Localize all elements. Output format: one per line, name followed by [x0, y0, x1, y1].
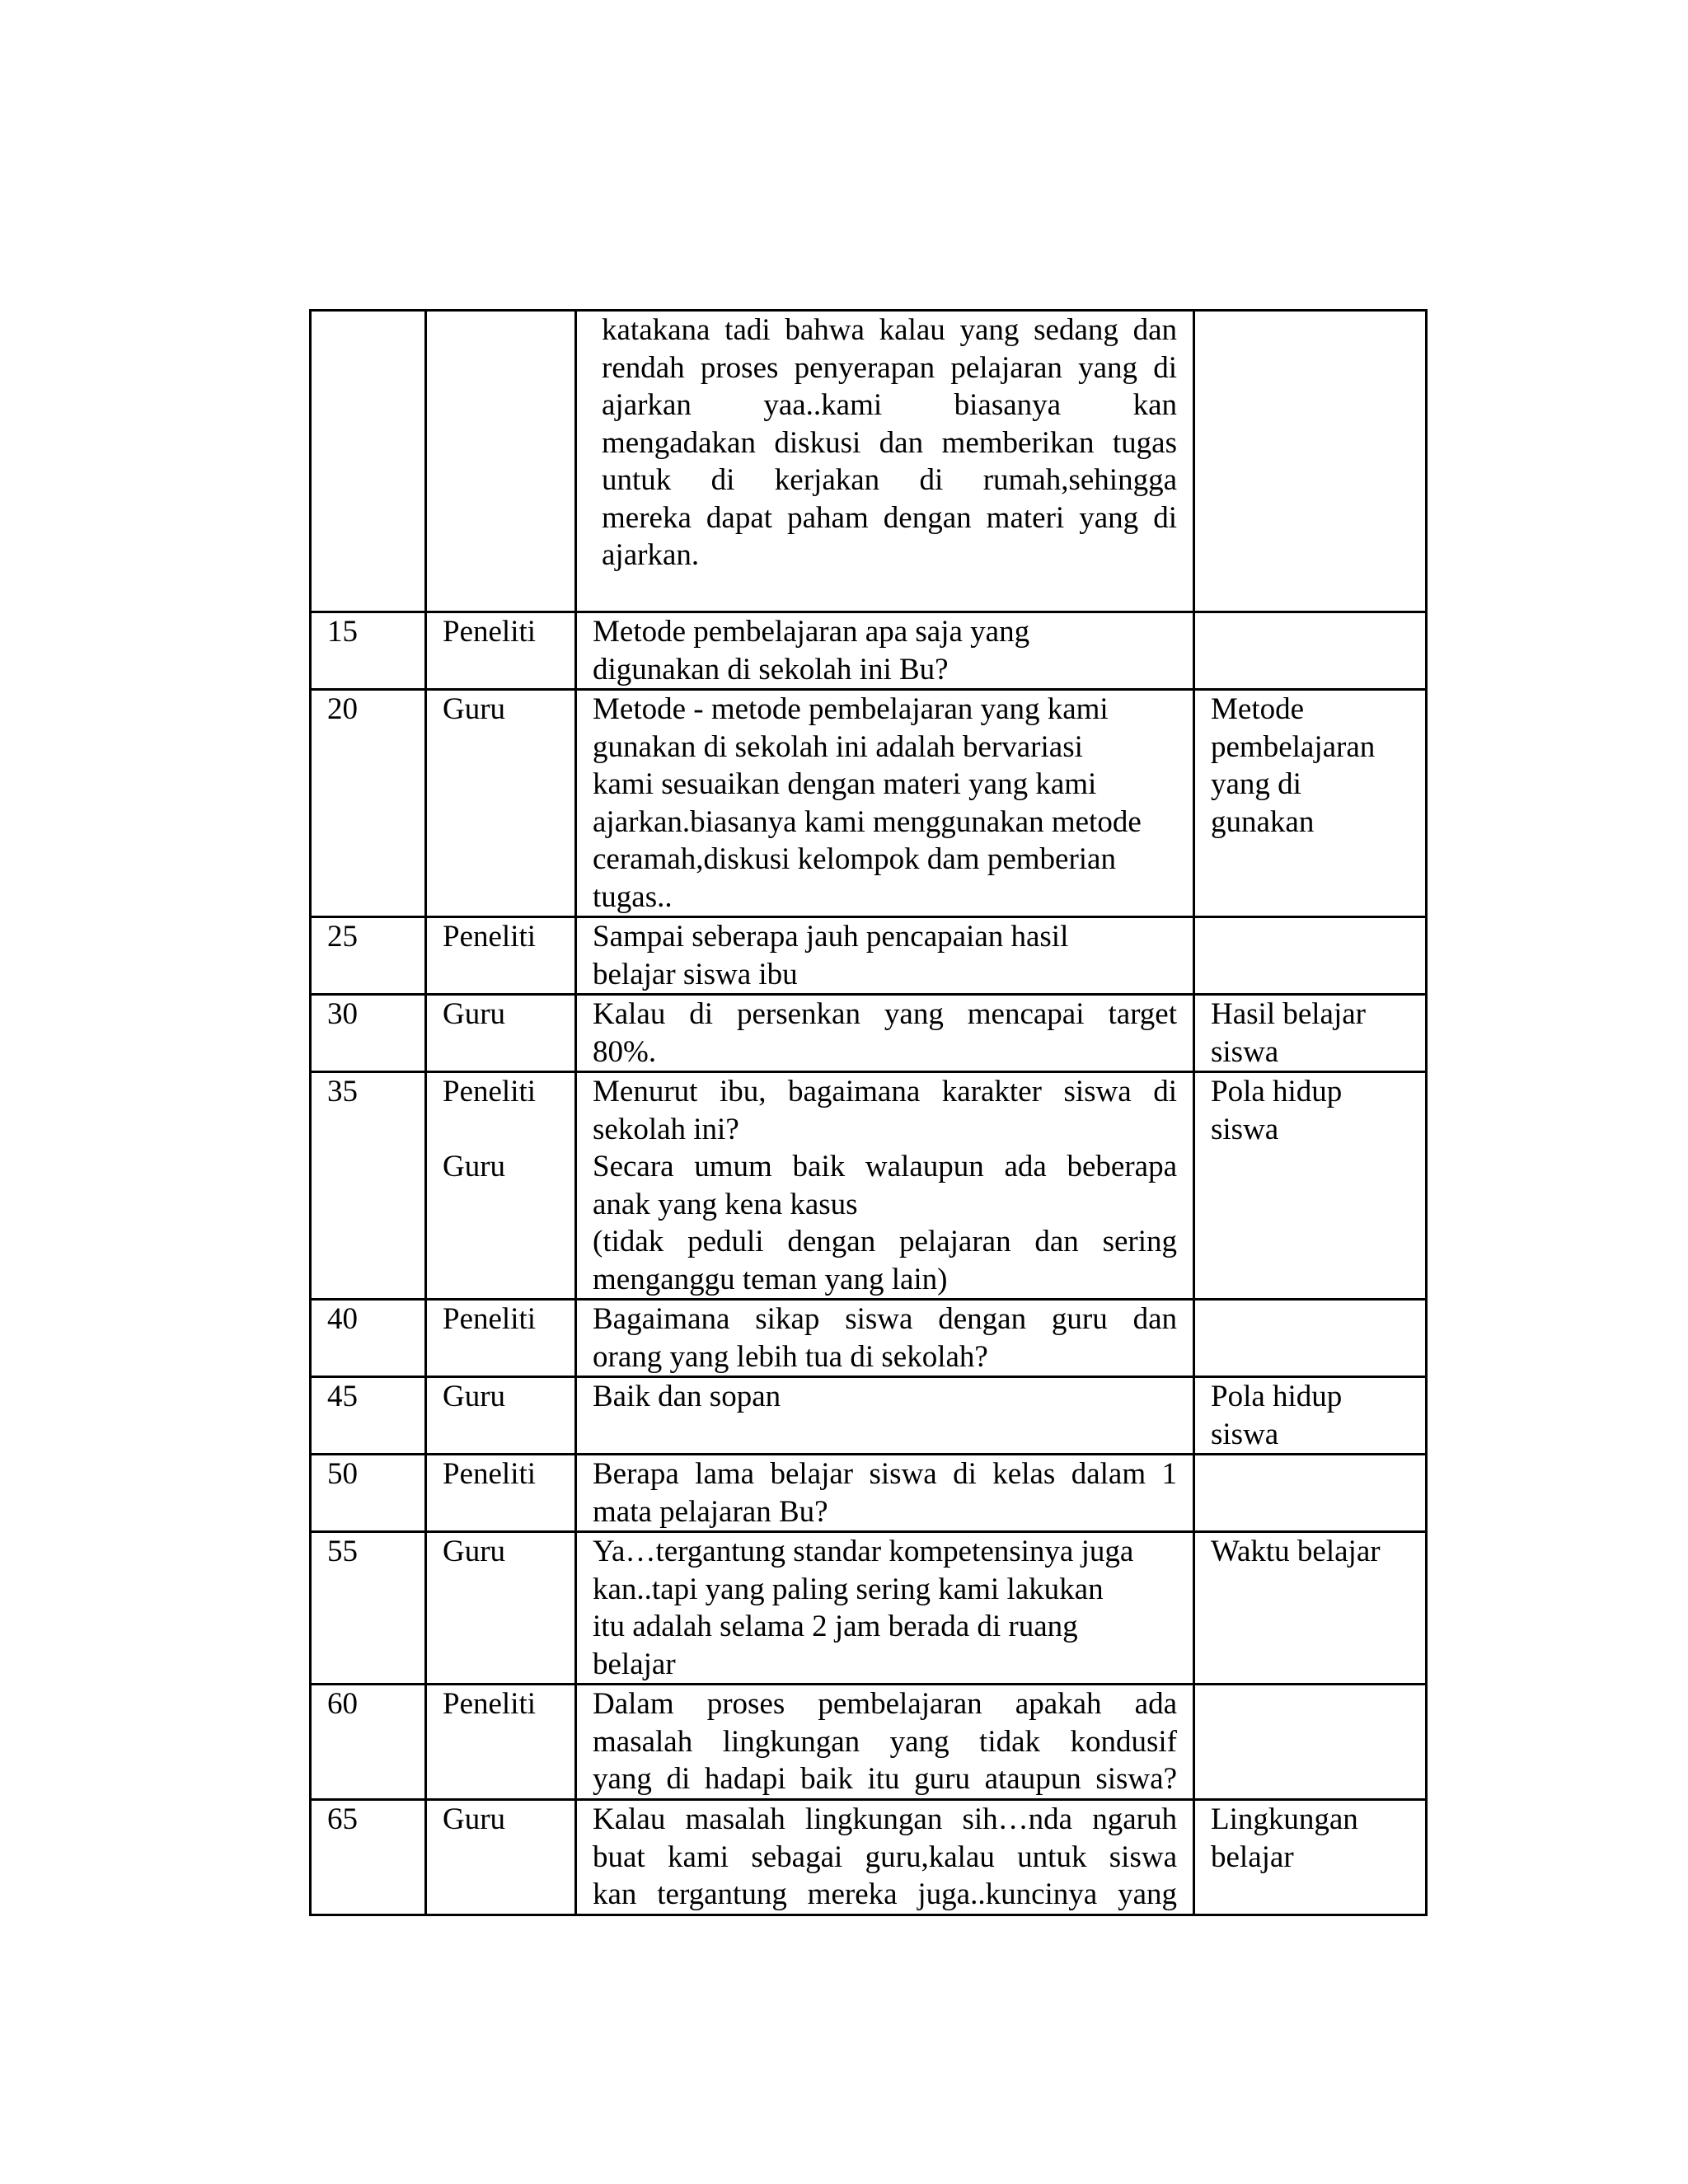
code-cell — [1194, 1455, 1427, 1532]
code-label: gunakan — [1211, 804, 1315, 839]
line-number-cell: 55 — [311, 1532, 426, 1685]
line-number-cell: 35 — [311, 1072, 426, 1300]
code-label: belajar — [1211, 1840, 1294, 1874]
utterance-cell — [576, 690, 1194, 917]
line-number-cell: 60 — [311, 1685, 426, 1800]
code-cell — [1194, 311, 1427, 612]
speaker-label: Peneliti — [443, 615, 537, 649]
code-cell — [1194, 1800, 1427, 1915]
line-number-cell: 20 — [311, 690, 426, 917]
utterance-line: Baik dan sopan — [593, 1380, 781, 1413]
speaker-cell — [426, 995, 576, 1072]
utterance-cell — [576, 1685, 1194, 1800]
utterance-line: digunakan di sekolah ini Bu? — [593, 652, 949, 687]
speaker-label: Guru — [443, 1802, 506, 1836]
utterance-line: Metode - metode pembelajaran yang kami — [593, 692, 1109, 726]
utterance-line: tugas.. — [593, 879, 673, 914]
speaker-label: Guru — [443, 1380, 506, 1413]
table-row — [311, 690, 1427, 917]
interview-transcript-table — [309, 309, 1428, 1916]
speaker-cell — [426, 1377, 576, 1455]
utterance-line: katakana tadi bahwa kalau yang sedang dan — [602, 313, 1177, 347]
utterance-line: belajar siswa ibu — [593, 957, 798, 991]
code-label: Pola hidup — [1211, 1075, 1343, 1108]
speaker-cell — [426, 1532, 576, 1685]
utterance-line: ajarkan yaa..kami biasanya kan — [602, 388, 1177, 422]
utterance-line: Metode pembelajaran apa saja yang — [593, 615, 1030, 649]
table-row — [311, 1300, 1427, 1377]
utterance-line: Dalam proses pembelajaran apakah ada — [593, 1687, 1177, 1721]
utterance-line: buat kami sebagai guru,kalau untuk siswa — [593, 1840, 1177, 1874]
utterance-line: masalah lingkungan yang tidak kondusif — [593, 1724, 1177, 1759]
code-cell — [1194, 995, 1427, 1072]
table-row — [311, 917, 1427, 995]
table-row — [311, 1455, 1427, 1532]
code-label: Pola hidup — [1211, 1380, 1343, 1413]
utterance-cell — [576, 1072, 1194, 1300]
utterance-cell — [576, 612, 1194, 690]
utterance-line: Sampai seberapa jauh pencapaian hasil — [593, 920, 1069, 954]
code-label: siswa — [1211, 1112, 1279, 1146]
utterance-line: mata pelajaran Bu? — [593, 1494, 828, 1529]
speaker-cell — [426, 1685, 576, 1800]
utterance-cell — [576, 995, 1194, 1072]
utterance-line: gunakan di sekolah ini adalah bervariasi — [593, 729, 1083, 764]
speaker-cell — [426, 612, 576, 690]
line-number-cell: 50 — [311, 1455, 426, 1532]
speaker-label: Peneliti — [443, 1302, 537, 1336]
utterance-cell — [576, 1800, 1194, 1915]
code-cell — [1194, 1072, 1427, 1300]
line-number-cell: 65 — [311, 1800, 426, 1915]
line-number-cell: 30 — [311, 995, 426, 1072]
utterance-line: belajar — [593, 1647, 676, 1681]
table-row — [311, 1377, 1427, 1455]
utterance-line: menganggu teman yang lain) — [593, 1262, 948, 1296]
speaker-label: Peneliti — [443, 1457, 537, 1491]
utterance-line: (tidak peduli dengan pelajaran dan sering — [593, 1225, 1177, 1258]
code-label: Metode — [1211, 692, 1305, 726]
utterance-line: Menurut ibu, bagaimana karakter siswa di — [593, 1075, 1177, 1108]
utterance-line: kami sesuaikan dengan materi yang kami — [593, 767, 1097, 801]
utterance-line: 80%. — [593, 1034, 657, 1069]
utterance-line: Ya…tergantung standar kompetensinya juga — [593, 1535, 1134, 1568]
code-label: Lingkungan — [1211, 1802, 1358, 1836]
utterance-line: itu adalah selama 2 jam berada di ruang — [593, 1610, 1078, 1643]
table-row — [311, 995, 1427, 1072]
utterance-cell — [576, 1300, 1194, 1377]
speaker-cell — [426, 690, 576, 917]
code-cell — [1194, 1532, 1427, 1685]
speaker-spacer — [443, 1111, 559, 1149]
speaker-label: Guru — [443, 1150, 506, 1183]
utterance-line: Kalau masalah lingkungan sih…nda ngaruh — [593, 1802, 1177, 1836]
speaker-label: Peneliti — [443, 920, 537, 954]
code-label: yang di — [1211, 767, 1301, 801]
speaker-label: Guru — [443, 692, 506, 726]
code-cell — [1194, 612, 1427, 690]
utterance-cell — [576, 1455, 1194, 1532]
table-row — [311, 1800, 1427, 1915]
table-row — [311, 612, 1427, 690]
code-cell — [1194, 690, 1427, 917]
utterance-cell — [576, 311, 1194, 612]
utterance-line: yang di hadapi baik itu guru ataupun siswa? — [593, 1762, 1177, 1796]
line-number-cell: 25 — [311, 917, 426, 995]
code-label: pembelajaran — [1211, 729, 1376, 764]
utterance-line: Kalau di persenkan yang mencapai target — [593, 997, 1177, 1031]
utterance-cell — [576, 1377, 1194, 1455]
code-cell — [1194, 1300, 1427, 1377]
speaker-cell — [426, 311, 576, 612]
line-number-cell: 15 — [311, 612, 426, 690]
transcript-body — [311, 311, 1427, 1915]
utterance-line: rendah proses penyerapan pelajaran yang di — [602, 350, 1177, 385]
line-number-cell — [311, 311, 426, 612]
table-row — [311, 1532, 1427, 1685]
table-row — [311, 1685, 1427, 1800]
utterance-line: orang yang lebih tua di sekolah? — [593, 1339, 988, 1374]
speaker-cell — [426, 1800, 576, 1915]
utterance-line: ajarkan. — [602, 538, 700, 572]
code-label: siswa — [1211, 1034, 1279, 1069]
utterance-line: Bagaimana sikap siswa dengan guru dan — [593, 1302, 1177, 1336]
utterance-line: anak yang kena kasus — [593, 1187, 858, 1221]
utterance-line: kan..tapi yang paling sering kami lakukan — [593, 1572, 1104, 1606]
utterance-line: ajarkan.biasanya kami menggunakan metode — [593, 804, 1142, 839]
utterance-line: untuk di kerjakan di rumah,sehingga — [602, 463, 1177, 497]
speaker-label: Peneliti — [443, 1075, 537, 1108]
speaker-cell — [426, 1455, 576, 1532]
utterance-cell — [576, 1532, 1194, 1685]
code-cell — [1194, 1685, 1427, 1800]
line-number-cell: 40 — [311, 1300, 426, 1377]
line-number-cell: 45 — [311, 1377, 426, 1455]
speaker-label: Peneliti — [443, 1687, 537, 1721]
table-row — [311, 311, 1427, 612]
table-row — [311, 1072, 1427, 1300]
speaker-cell — [426, 1300, 576, 1377]
code-cell — [1194, 917, 1427, 995]
speaker-label: Guru — [443, 997, 506, 1031]
utterance-line: sekolah ini? — [593, 1112, 739, 1146]
utterance-cell — [576, 917, 1194, 995]
code-label: Hasil belajar — [1211, 997, 1366, 1031]
code-label: siswa — [1211, 1417, 1279, 1451]
utterance-line: mengadakan diskusi dan memberikan tugas — [602, 425, 1177, 460]
utterance-line: kan tergantung mereka juga..kuncinya yang — [593, 1877, 1177, 1911]
utterance-line: ceramah,diskusi kelompok dam pemberian — [593, 842, 1116, 876]
speaker-cell — [426, 917, 576, 995]
utterance-line: mereka dapat paham dengan materi yang di — [602, 500, 1177, 535]
utterance-line: Berapa lama belajar siswa di kelas dalam 1 — [593, 1457, 1177, 1491]
speaker-cell — [426, 1072, 576, 1300]
code-cell — [1194, 1377, 1427, 1455]
code-label: Waktu belajar — [1211, 1535, 1381, 1568]
speaker-label: Guru — [443, 1535, 506, 1568]
utterance-line: Secara umum baik walaupun ada beberapa — [593, 1150, 1177, 1183]
